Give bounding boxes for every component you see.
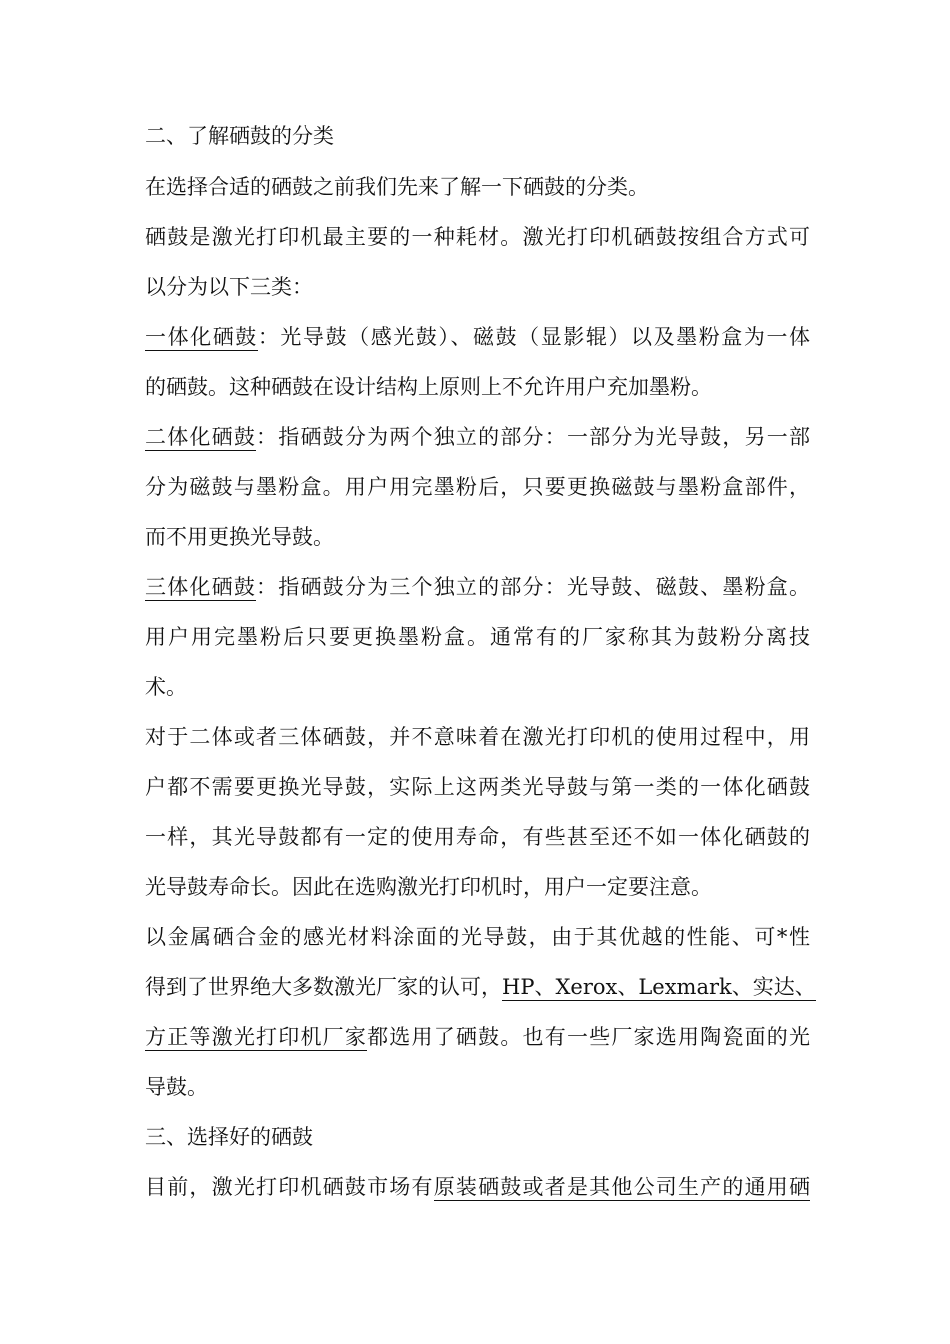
type2-line: [145, 423, 810, 451]
paragraph-line: 硒鼓是激光打印机最主要的一种耗材。激光打印机硒鼓按组合方式可: [145, 225, 810, 249]
paragraph-text: 得到了世界绝大多数激光厂家的认可，: [145, 975, 502, 999]
paragraph-line: 术。: [145, 675, 187, 699]
paragraph-line: 对于二体或者三体硒鼓，并不意味着在激光打印机的使用过程中，用: [145, 725, 810, 749]
paragraph-text: 都选用了硒鼓。也有一些厂家选用陶瓷面的光: [367, 1025, 811, 1049]
manufacturer-list: HP、Xerox、Lexmark、实达、: [502, 975, 816, 999]
type1-description: ：光导鼓（感光鼓）、磁鼓（显影辊）以及墨粉盒为一体: [257, 325, 811, 349]
type3-line: [145, 573, 810, 601]
type1-term: 一体化硒鼓: [145, 325, 258, 349]
paragraph-line: 光导鼓寿命长。因此在选购激光打印机时，用户一定要注意。: [145, 875, 712, 899]
type3-term: 三体化硒鼓: [145, 575, 257, 599]
paragraph-line: 以金属硒合金的感光材料涂面的光导鼓，由于其优越的性能、可*性: [145, 925, 810, 949]
paragraph-line: [145, 1023, 810, 1051]
type3-description: ：指硒鼓分为三个独立的部分：光导鼓、磁鼓、墨粉盒。: [256, 575, 811, 599]
paragraph-line: 分为磁鼓与墨粉盒。用户用完墨粉后，只要更换磁鼓与墨粉盒部件，: [145, 475, 810, 499]
manufacturer-list-cont: 方正等激光打印机厂家: [145, 1025, 368, 1049]
paragraph-line: 户都不需要更换光导鼓，实际上这两类光导鼓与第一类的一体化硒鼓: [145, 775, 810, 799]
paragraph-line: [145, 973, 816, 1001]
paragraph-line: 以分为以下三类：: [145, 275, 313, 299]
paragraph-line: 一样，其光导鼓都有一定的使用寿命，有些甚至还不如一体化硒鼓的: [145, 825, 810, 849]
paragraph-line: 的硒鼓。这种硒鼓在设计结构上原则上不允许用户充加墨粉。: [145, 375, 712, 399]
paragraph-text: 目前，激光打印机硒鼓市场有: [145, 1175, 434, 1199]
type2-term: 二体化硒鼓: [145, 425, 257, 449]
paragraph-line: 用户用完墨粉后只要更换墨粉盒。通常有的厂家称其为鼓粉分离技: [145, 625, 810, 649]
paragraph-line: [145, 1173, 810, 1201]
section-heading-2: 二、了解硒鼓的分类: [145, 124, 334, 148]
section-heading-3: 三、选择好的硒鼓: [145, 1125, 313, 1149]
type2-description: ：指硒鼓分为两个独立的部分：一部分为光导鼓，另一部: [256, 425, 811, 449]
paragraph-line: 导鼓。: [145, 1075, 208, 1099]
paragraph-line: 而不用更换光导鼓。: [145, 525, 334, 549]
cartridge-types: 原装硒鼓或者是其他公司生产的通用硒: [433, 1175, 811, 1199]
intro-paragraph: 在选择合适的硒鼓之前我们先来了解一下硒鼓的分类。: [145, 175, 649, 199]
type1-line: [145, 323, 810, 351]
